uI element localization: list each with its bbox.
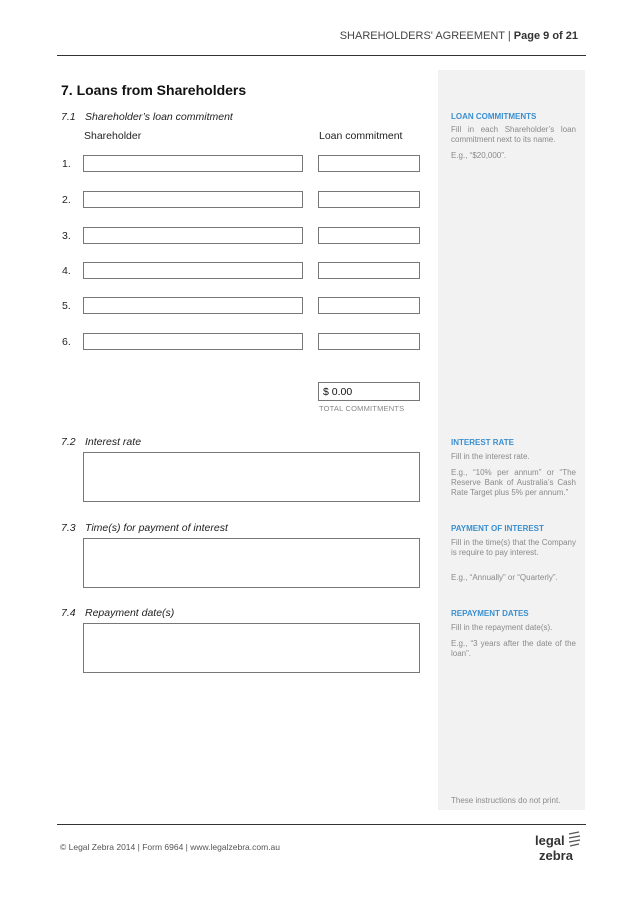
sidebar-example: E.g., “3 years after the date of the loan”. bbox=[451, 639, 576, 658]
sidebar-text: Fill in each Shareholder’s loan commitment next to its name. bbox=[451, 125, 576, 144]
footer-rule bbox=[57, 824, 586, 825]
shareholder-name-field-6[interactable] bbox=[83, 333, 303, 350]
document-title: SHAREHOLDERS' AGREEMENT bbox=[339, 30, 505, 42]
page-footer: © Legal Zebra 2014 | Form 6964 | www.legalzebra.com.au bbox=[60, 842, 280, 852]
column-header-loan-commitment: Loan commitment bbox=[319, 130, 403, 142]
sidebar-text: Fill in the repayment date(s). bbox=[451, 623, 553, 632]
sidebar-heading-payment-of-interest: PAYMENT OF INTEREST bbox=[451, 524, 544, 533]
sidebar-text: Fill in the time(s) that the Company is require to pay interest. bbox=[451, 538, 576, 557]
loan-commitment-field-3[interactable] bbox=[318, 227, 420, 244]
header-separator: | bbox=[507, 30, 511, 42]
loan-commitment-field-4[interactable] bbox=[318, 262, 420, 279]
row-number: 1. bbox=[62, 158, 71, 170]
row-number: 5. bbox=[62, 300, 71, 312]
shareholder-name-field-1[interactable] bbox=[83, 155, 303, 172]
sidebar-example: E.g., “Annually” or “Quarterly”. bbox=[451, 573, 558, 582]
logo-text-line2: zebra bbox=[539, 848, 573, 863]
column-header-shareholder: Shareholder bbox=[84, 130, 142, 142]
total-commitments-field: $ 0.00 bbox=[318, 382, 420, 401]
row-number: 4. bbox=[62, 265, 71, 277]
shareholder-name-field-2[interactable] bbox=[83, 191, 303, 208]
subsection-7-1 bbox=[61, 111, 233, 123]
shareholder-name-field-4[interactable] bbox=[83, 262, 303, 279]
sidebar-heading-loan-commitments: LOAN COMMITMENTS bbox=[451, 112, 537, 121]
shareholder-name-field-5[interactable] bbox=[83, 297, 303, 314]
header-rule bbox=[57, 55, 586, 56]
sidebar-example: E.g., “$20,000”. bbox=[451, 151, 507, 160]
sidebar-print-note: These instructions do not print. bbox=[451, 796, 561, 805]
shareholder-name-field-3[interactable] bbox=[83, 227, 303, 244]
subsection-label: Time(s) for payment of interest bbox=[85, 522, 228, 534]
interest-payment-times-field[interactable] bbox=[83, 538, 420, 588]
loan-commitment-field-2[interactable] bbox=[318, 191, 420, 208]
total-commitments-label: TOTAL COMMITMENTS bbox=[319, 404, 405, 413]
logo-stripes-icon bbox=[569, 832, 580, 846]
sidebar-text: Fill in the interest rate. bbox=[451, 452, 530, 461]
subsection-number: 7.2 bbox=[61, 436, 76, 448]
subsection-7-2 bbox=[61, 436, 141, 448]
subsection-label: Shareholder’s loan commitment bbox=[85, 111, 233, 123]
subsection-number: 7.4 bbox=[61, 607, 76, 619]
subsection-number: 7.1 bbox=[61, 111, 76, 123]
subsection-7-3 bbox=[61, 522, 228, 534]
sidebar-example: E.g., “10% per annum” or “The Reserve Bank of Australia’s Cash Rate Target plus 5% per annum.” bbox=[451, 468, 576, 497]
row-number: 3. bbox=[62, 230, 71, 242]
sidebar-heading-repayment-dates: REPAYMENT DATES bbox=[451, 609, 529, 618]
repayment-dates-field[interactable] bbox=[83, 623, 420, 673]
subsection-number: 7.3 bbox=[61, 522, 76, 534]
sidebar-heading-interest-rate: INTEREST RATE bbox=[451, 438, 514, 447]
page-header bbox=[340, 30, 578, 42]
section-heading: 7. Loans from Shareholders bbox=[61, 82, 247, 98]
row-number: 2. bbox=[62, 194, 71, 206]
loan-commitment-field-6[interactable] bbox=[318, 333, 420, 350]
row-number: 6. bbox=[62, 336, 71, 348]
subsection-label: Interest rate bbox=[85, 436, 142, 448]
legal-zebra-logo bbox=[535, 830, 583, 866]
page-number: Page 9 of 21 bbox=[513, 30, 578, 42]
loan-commitment-field-1[interactable] bbox=[318, 155, 420, 172]
subsection-label: Repayment date(s) bbox=[85, 607, 175, 619]
logo-text-line1: legal bbox=[535, 833, 565, 848]
subsection-7-4 bbox=[61, 607, 174, 619]
interest-rate-field[interactable] bbox=[83, 452, 420, 502]
loan-commitment-field-5[interactable] bbox=[318, 297, 420, 314]
